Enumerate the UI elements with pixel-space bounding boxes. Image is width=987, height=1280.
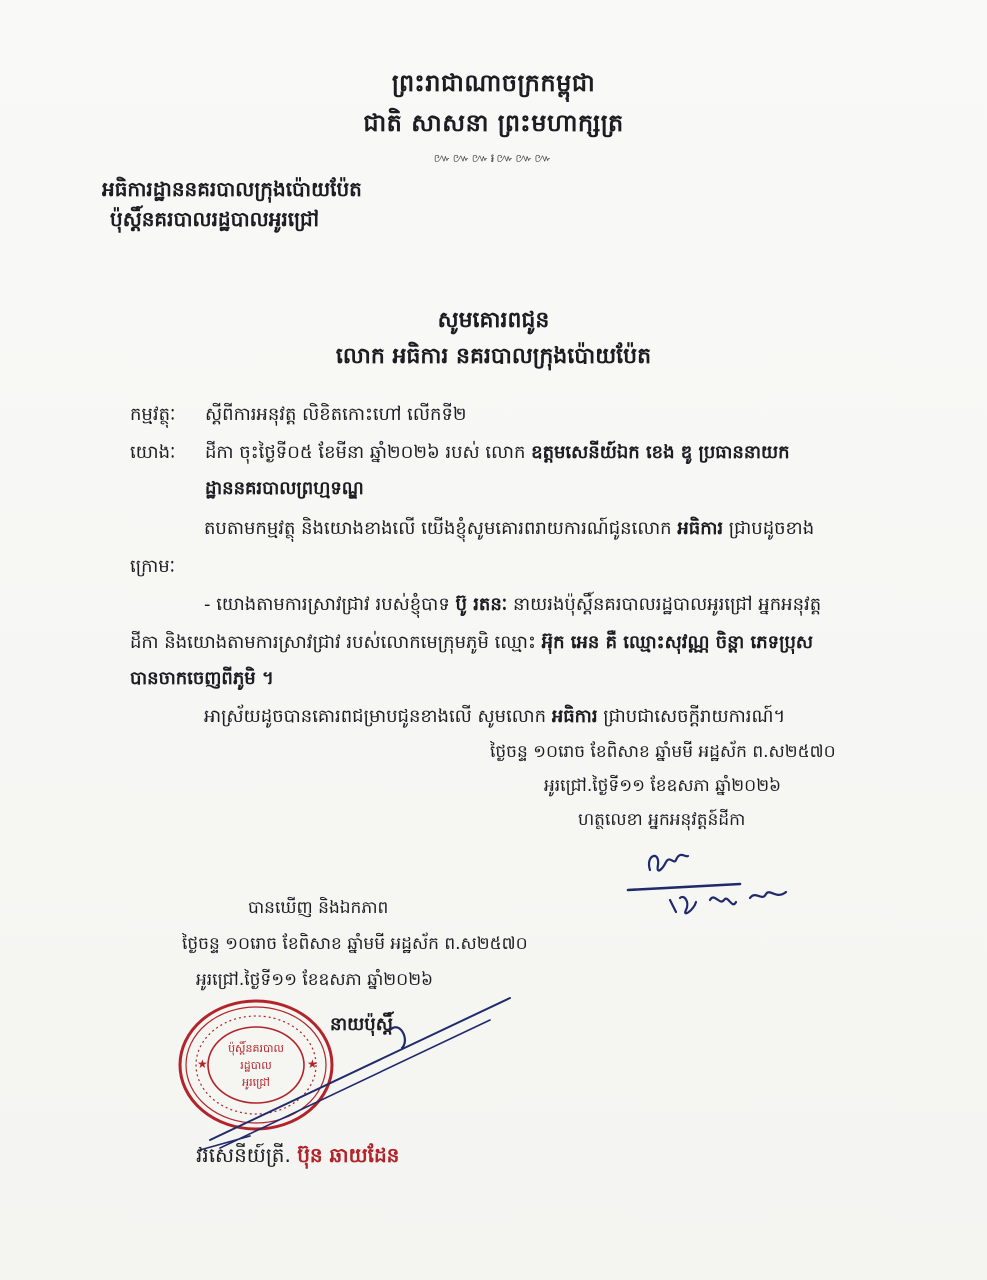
approval-seen: បានឃើញ និងឯកភាព — [248, 898, 389, 918]
office-line-1: អធិការដ្ឋាននគរបាលក្រុងប៉ោយប៉ែត — [102, 177, 362, 201]
reference-bold: ឧត្តមសេនីយ៍ឯក ខេង ឌូ ប្រធាននាយក — [531, 442, 790, 463]
left-date: អូរជ្រៅ.ថ្ងៃទី១១ ខែឧសភា ឆ្នាំ២០២៦ — [196, 970, 434, 990]
seal-line-1: ប៉ុស្តិ៍នគរបាល — [228, 1042, 284, 1055]
p1-line2-bold: អ៊ុក អេន គឺ ឈ្មោះសុវណ្ណ ចិន្តា ភេទប្រុស — [541, 632, 814, 653]
seal-line-2: រដ្ឋបាល — [240, 1059, 272, 1072]
subject-label: កម្មវត្ថុៈ — [130, 404, 176, 425]
reference-bold-2: ដ្ឋាននគរបាលព្រហ្មទណ្ឌ — [205, 478, 364, 499]
closing-bold: អធិការ — [551, 706, 598, 727]
chief-signature — [190, 990, 530, 1160]
right-date: អូរជ្រៅ.ថ្ងៃទី១១ ខែឧសភា ឆ្នាំ២០២៦ — [544, 776, 782, 796]
reference-plain: ដីកា ចុះថ្ងៃទី០៥ ខែមីនា ឆ្នាំ២០២៦ របស់ លោក — [205, 442, 526, 463]
left-lunar-date: ថ្ងៃចន្ទ ១០រោច ខែពិសាខ ឆ្នាំមមី អដ្ឋស័ក ព.ស២៥៧០ — [182, 934, 528, 954]
closing-line — [204, 706, 785, 729]
chief-rank-name — [196, 1142, 399, 1172]
addressee-line-2: លោក អធិការ នគរបាលក្រុងប៉ោយប៉ែត — [335, 344, 652, 369]
closing-end: ជ្រាបជាសេចក្តីរាយការណ៍។ — [603, 706, 786, 727]
closing-plain: អាស្រ័យដូចបានគោរពជម្រាបជូនខាងលើ សូមលោក — [204, 706, 547, 727]
paragraph-1-line-1 — [204, 594, 821, 617]
svg-text:★: ★ — [307, 1057, 318, 1071]
subject-text: ស្តីពីការអនុវត្ត លិខិតកោះហៅ លើកទី២ — [205, 404, 467, 425]
kingdom-heading: ព្រះរាជាណាចក្រកម្ពុជា — [391, 69, 596, 97]
p1-b: នាយរងប៉ុស្តិ៍នគរបាលរដ្ឋបាលអូរជ្រៅ អ្នកអនុវត្ត — [512, 594, 822, 615]
seal-line-3: អូរជ្រៅ — [242, 1076, 270, 1089]
chief-title: នាយប៉ុស្តិ៍ — [330, 1014, 393, 1035]
chief-rank: វរសេនីយ៍ត្រី. — [196, 1143, 291, 1167]
officer-signature — [600, 840, 820, 930]
intro-bold: អធិការ — [677, 518, 724, 539]
intro-end: ជ្រាបដូចខាង — [728, 518, 815, 539]
chief-name: ប៊ុន ឆាយដែន — [297, 1143, 400, 1167]
office-line-2: ប៉ុស្តិ៍នគរបាលរដ្ឋបាលអូរជ្រៅ — [110, 207, 320, 231]
reference-label: យោងៈ — [130, 442, 176, 463]
right-lunar-date: ថ្ងៃចន្ទ ១០រោច ខែពិសាខ ឆ្នាំមមី អដ្ឋស័ក ព.ស២៥៧០ — [490, 742, 836, 762]
intro-line — [204, 518, 814, 541]
svg-text:★: ★ — [197, 1057, 208, 1071]
intro-line-2: ក្រោមៈ — [130, 556, 176, 577]
header-ornament: ៚៚៚៛៚៚៚ — [433, 151, 554, 165]
intro-plain: តបតាមកម្មវត្ថុ និងយោងខាងលើ យើងខ្ញុំសូមគោរពរាយការណ៍ជូនលោក — [204, 518, 672, 539]
addressee-line-1: សូមគោរពជូន — [437, 308, 550, 333]
right-signer-title: ហត្ថលេខា អ្នកអនុវត្តន៍ដីកា — [578, 810, 746, 830]
p1-bold: ប៊ូ រតនៈ — [455, 594, 508, 615]
reference-text — [205, 442, 790, 465]
motto-heading: ជាតិ សាសនា ព្រះមហាក្សត្រ — [363, 109, 624, 137]
paragraph-1-line-2 — [130, 632, 813, 655]
p1-a: - យោងតាមការស្រាវជ្រាវ របស់ខ្ញុំបាទ — [204, 594, 450, 615]
p1-line2-plain: ដីកា និងយោងតាមការស្រាវជ្រាវ របស់លោកមេក្រុមភូមិ ឈ្មោះ — [130, 632, 536, 653]
paragraph-1-line-3: បានចាកចេញពីភូមិ ។ — [130, 668, 274, 689]
